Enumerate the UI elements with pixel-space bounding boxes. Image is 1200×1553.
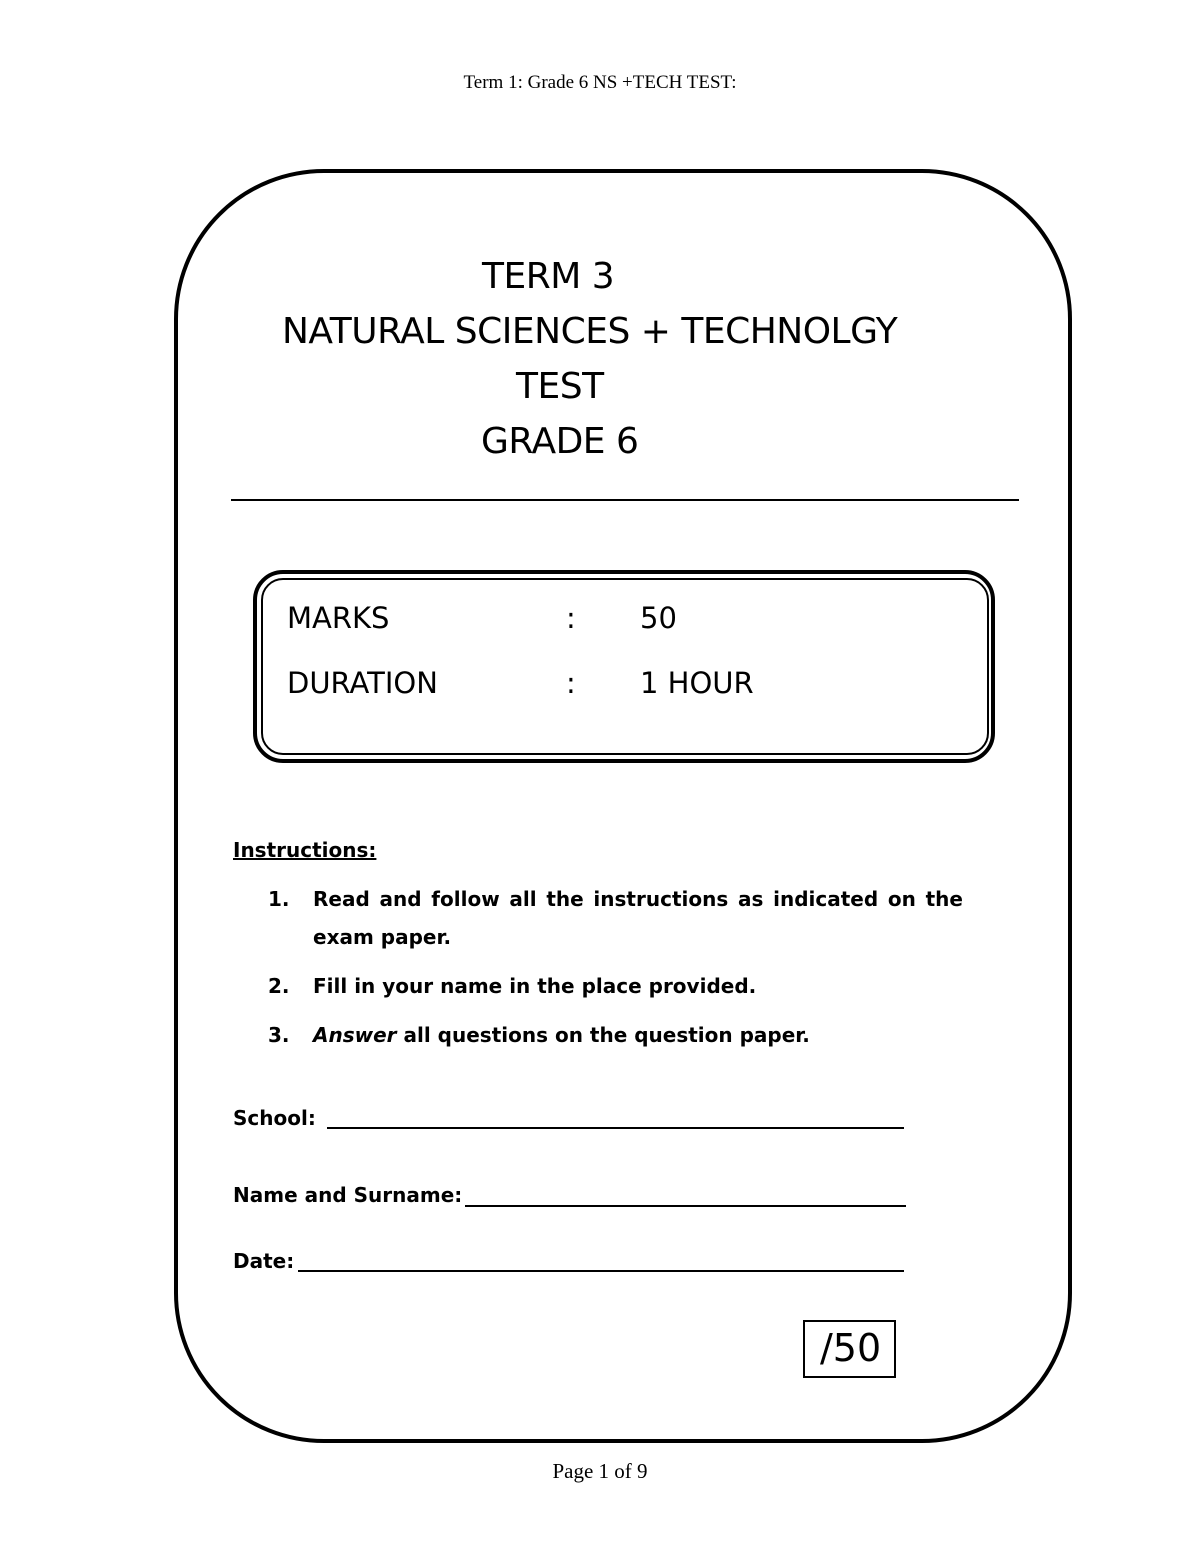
instruction-text: Read and follow all the instructions as indicated on the exam paper. [313, 887, 963, 949]
instruction-number: 3. [268, 1023, 290, 1047]
marks-label: MARKS [287, 601, 390, 635]
duration-separator: : [566, 666, 576, 700]
title-test: TEST [516, 366, 604, 407]
name-surname-field[interactable] [465, 1205, 906, 1207]
instruction-number: 2. [268, 974, 290, 998]
score-total: /50 [820, 1326, 882, 1370]
school-label: School: [233, 1106, 316, 1130]
instruction-number: 1. [268, 887, 290, 911]
marks-value: 50 [640, 601, 677, 635]
cover-frame [174, 169, 1072, 1443]
page-indicator: Page 1 of 9 [552, 1459, 648, 1483]
title-subject: NATURAL SCIENCES + TECHNOLGY [282, 311, 898, 352]
instruction-text-rest: all questions on the question paper. [396, 1023, 810, 1047]
instruction-emphasis: Answer [313, 1023, 397, 1047]
title-grade: GRADE 6 [481, 421, 639, 462]
duration-value: 1 HOUR [640, 666, 754, 700]
name-surname-label: Name and Surname: [233, 1183, 463, 1207]
date-field[interactable] [298, 1270, 904, 1272]
running-header: Term 1: Grade 6 NS +TECH TEST: [463, 72, 737, 93]
duration-label: DURATION [287, 666, 438, 700]
marks-separator: : [566, 601, 576, 635]
title-term: TERM 3 [482, 256, 615, 297]
instruction-text [313, 1016, 963, 1054]
date-label: Date: [233, 1249, 295, 1273]
instruction-text: Fill in your name in the place provided. [313, 974, 757, 998]
instructions-heading: Instructions: [233, 838, 377, 862]
title-divider [231, 499, 1019, 501]
school-field[interactable] [327, 1127, 904, 1129]
